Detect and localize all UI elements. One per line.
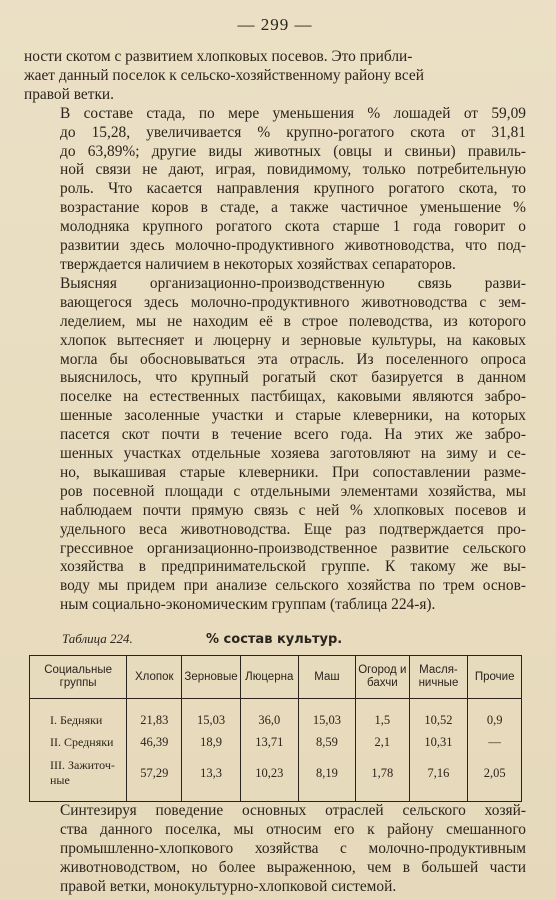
table-cell: 10,52 <box>409 709 468 731</box>
text-line: могла бы обосновываться эта отрасль. Из поселенного опроса <box>60 350 526 368</box>
table-header-row <box>30 656 522 699</box>
text-line: Выясняя организационно-производственную связь разви- <box>60 274 526 292</box>
column-header: Масля-ничные <box>409 656 468 699</box>
page-number: — 299 — <box>237 15 313 34</box>
table-row <box>30 753 522 793</box>
text-line: грессивное организационно-производственное развитие сельского <box>60 539 526 557</box>
text-line: ров посевной площади с отдельными элементами хозяйства, мы <box>60 482 526 500</box>
text-line: тверждается наличием в некоторых хозяйствах сепараторов. <box>60 255 456 273</box>
text-line: поселке на естественных пастбищах, каковыми являются забро- <box>60 388 526 406</box>
column-header: Прочие <box>468 656 522 699</box>
table-cell: 15,03 <box>182 709 240 731</box>
table-cell: — <box>468 731 522 753</box>
text-line: воду мы придем при анализе сельского хозяйства по трем основ- <box>60 577 526 595</box>
text-line: Синтезируя поведение основных отраслей сельского хозяй- <box>60 802 526 820</box>
text-line: леделием, мы не находим её в строе полеводства, из которого <box>60 312 526 330</box>
table-caption <box>24 631 526 647</box>
text-line: ной связи не дают, играя, повидимому, только потребительную <box>60 161 526 179</box>
text-line: промышленно-хлопкового хозяйства с молочно-продуктивным <box>60 840 526 857</box>
group-name: III. Зажиточ-ные <box>30 753 127 793</box>
text-line: пасется скот почти в течение всего года. На этих же забро- <box>60 426 526 444</box>
text-line: развитии здесь молочно-продуктивного животноводства, что под- <box>60 237 526 255</box>
text-line: ным социально-экономическим группам (таблица 224-я). <box>60 596 436 614</box>
table-cell: 18,9 <box>182 731 240 753</box>
table-cell: 13,71 <box>240 731 298 753</box>
text-line: до 63,89%; другие виды животных (овцы и свиньи) правиль- <box>60 142 526 160</box>
table-cell: 8,59 <box>298 731 355 753</box>
text-line: животноводством, но более выраженною, чем в большей части <box>60 858 526 876</box>
column-header: Огород и бахчи <box>356 656 409 699</box>
text-line: правой ветки. <box>24 85 114 103</box>
text-line: шенных участках отдельные хозяева заготовляют на зиму и се- <box>60 445 526 463</box>
text-line: вающегося здесь молочно-продуктивного животноводства с зем- <box>60 293 526 311</box>
table-row <box>30 731 522 753</box>
text-line: шенные засоленные участки и старые клеверники, на которых <box>60 407 526 425</box>
group-name: I. Бедняки <box>30 709 127 731</box>
table-cell: 1,5 <box>356 709 409 731</box>
crop-composition-table <box>29 655 522 802</box>
column-header: Хлопок <box>127 656 182 699</box>
table-cell: 8,19 <box>298 753 355 793</box>
table-cell: 10,23 <box>240 753 298 793</box>
column-header: Люцерна <box>240 656 298 699</box>
text-line: наблюдаем почти прямую связь с ней % хлопковых посевов и <box>60 501 526 519</box>
table-title: % состав культур. <box>206 632 343 648</box>
text-line: жает данный поселок к сельско-хозяйственному району всей <box>24 66 424 84</box>
text-line: до 15,28, увеличивается % крупно-рогатого скота от 31,81 <box>60 123 526 141</box>
text-line: ности скотом с развитием хлопковых посевов. Это прибли- <box>24 48 413 65</box>
table-number: Таблица 224. <box>62 631 133 647</box>
paragraph-2 <box>24 105 526 275</box>
text-line: роль. Что касается направления крупного рогатого скота, то <box>60 180 526 198</box>
text-line: выяснилось, что крупный рогатый скот базируется в данном <box>60 369 526 387</box>
table-cell: 21,83 <box>127 709 182 731</box>
text-line: молодняка крупного рогатого скота старше 1 года говорит о <box>60 218 526 236</box>
group-name: II. Средняки <box>30 731 127 753</box>
text-line: хлопок вытесняет и люцерну и зерновые культуры, на каковых <box>60 331 526 349</box>
text-line: В составе стада, по мере уменьшения % лошадей от 59,09 <box>60 104 526 122</box>
table-cell: 13,3 <box>182 753 240 793</box>
text-line: но, выкашивая старые клеверники. При сопоставлении разме- <box>60 463 526 481</box>
paragraph-4 <box>24 802 526 897</box>
table-cell: 0,9 <box>468 709 522 731</box>
text-line: ства данного поселка, мы относим его к району смешанного <box>60 821 526 839</box>
table-cell: 2,1 <box>356 731 409 753</box>
text-line: правой ветки, монокультурно-хлопковой системой. <box>60 877 397 895</box>
table-cell: 7,16 <box>409 753 468 793</box>
paragraph-1 <box>24 48 526 105</box>
column-header: Маш <box>298 656 355 699</box>
table-cell: 57,29 <box>127 753 182 793</box>
table-cell: 46,39 <box>127 731 182 753</box>
table-cell: 2,05 <box>468 753 522 793</box>
text-line: возрастание коров в стаде, а также частичное уменьшение % <box>60 199 526 217</box>
column-header: Зерновые <box>182 656 240 699</box>
text-line: удельного веса животноводства. Еще раз подтверждается про- <box>60 520 526 538</box>
table-cell: 1,78 <box>356 753 409 793</box>
column-header: Социальные группы <box>30 656 127 699</box>
table-cell: 10,31 <box>409 731 468 753</box>
table-row <box>30 709 522 731</box>
table-cell: 15,03 <box>298 709 355 731</box>
paragraph-3 <box>24 275 526 615</box>
table-cell: 36,0 <box>240 709 298 731</box>
text-line: хозяйства в предпринимательской группе. К такому же вы- <box>60 558 526 576</box>
